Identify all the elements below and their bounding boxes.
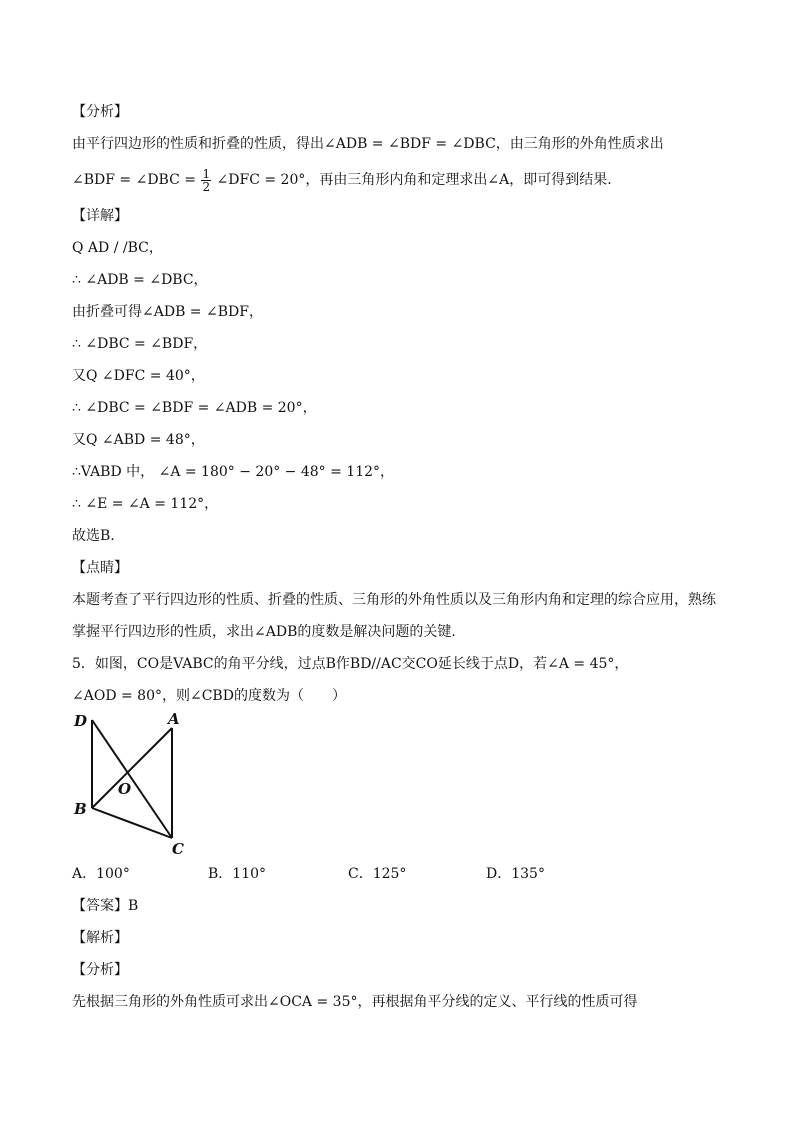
fraction-denominator: 2 xyxy=(202,179,211,194)
analysis-text-2b: ∠DFC = 20°，再由三角形内角和定理求出∠A，即可得到结果. xyxy=(216,172,612,188)
fraction-numerator: 1 xyxy=(202,166,211,181)
detail-step-3: 由折叠可得∠ADB = ∠BDF， xyxy=(72,304,263,320)
label-point-o: O xyxy=(118,780,132,798)
detail-step-2: ∴ ∠ADB = ∠DBC， xyxy=(72,272,208,288)
question-5-text-1: 5．如图，CO是VABC的角平分线，过点B作BD//AC交CO延长线于点D，若∠A = 45°， xyxy=(72,656,629,672)
analysis-text-2 xyxy=(72,160,612,200)
section-solution-heading: 【解析】 xyxy=(72,930,128,946)
option-a: A．100° xyxy=(72,866,130,882)
section-comment-heading: 【点睛】 xyxy=(72,560,128,576)
detail-step-6: ∴ ∠DBC = ∠BDF = ∠ADB = 20°， xyxy=(72,400,317,416)
comment-text-1: 本题考查了平行四边形的性质、折叠的性质、三角形的外角性质以及三角形内角和定理的综合应用，熟练 xyxy=(72,592,716,608)
detail-step-5: 又Q ∠DFC = 40°， xyxy=(72,368,205,384)
label-point-c: C xyxy=(172,840,184,858)
question-5-text-2: ∠AOD = 80°，则∠CBD的度数为（ ） xyxy=(72,688,346,704)
geometry-figure xyxy=(72,708,202,858)
detail-step-9: ∴ ∠E = ∠A = 112°， xyxy=(72,496,219,512)
analysis-text-2a: ∠BDF = ∠DBC = xyxy=(72,172,196,188)
detail-step-1: Q AD / /BC， xyxy=(72,240,163,256)
answer-line: 【答案】B xyxy=(72,898,139,914)
section-detail-heading: 【详解】 xyxy=(72,208,128,224)
fraction-one-half xyxy=(201,168,211,193)
label-point-b: B xyxy=(74,800,87,818)
option-d: D．135° xyxy=(486,866,545,882)
detail-step-8: ∴VABD 中， ∠A = 180° − 20° − 48° = 112°， xyxy=(72,464,395,480)
detail-conclusion: 故选B. xyxy=(72,528,115,544)
label-point-d: D xyxy=(74,712,88,730)
segment-bc xyxy=(92,808,172,838)
option-b: B．110° xyxy=(208,866,267,882)
detail-step-4: ∴ ∠DBC = ∠BDF， xyxy=(72,336,208,352)
section-analysis-heading-2: 【分析】 xyxy=(72,962,128,978)
segment-ba xyxy=(92,728,172,808)
analysis-text-3: 先根据三角形的外角性质可求出∠OCA = 35°，再根据角平分线的定义、平行线的性质可得 xyxy=(72,994,638,1010)
segment-dc xyxy=(92,720,172,838)
comment-text-2: 掌握平行四边形的性质，求出∠ADB的度数是解决问题的关键. xyxy=(72,624,456,640)
analysis-text-1: 由平行四边形的性质和折叠的性质，得出∠ADB = ∠BDF = ∠DBC，由三角形的外角性质求出 xyxy=(72,136,664,152)
option-c: C．125° xyxy=(348,866,407,882)
section-analysis-heading: 【分析】 xyxy=(72,104,128,120)
label-point-a: A xyxy=(168,710,180,728)
detail-step-7: 又Q ∠ABD = 48°， xyxy=(72,432,205,448)
